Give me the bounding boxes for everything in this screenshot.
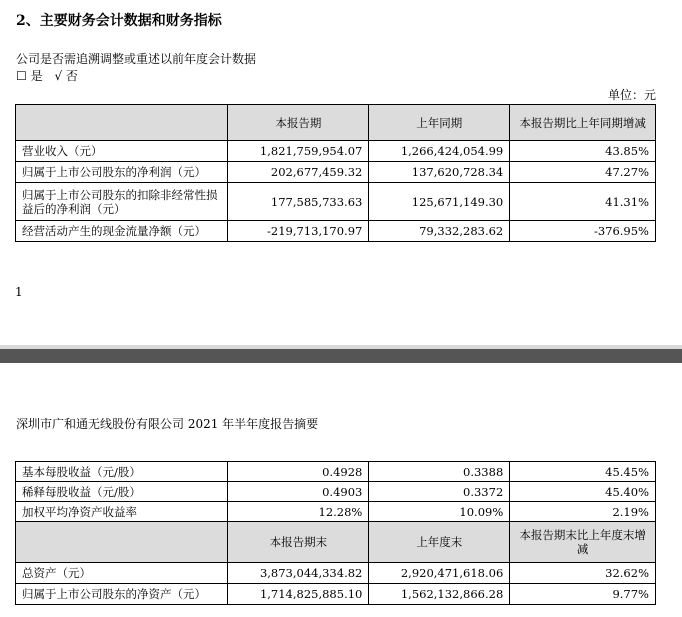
current-value: 177,585,733.63 — [228, 183, 369, 221]
page-divider — [0, 349, 682, 363]
checkmark-icon: √ — [54, 69, 63, 83]
header-cell: 上年度末 — [369, 522, 510, 563]
row-label: 营业收入（元） — [16, 141, 228, 162]
table-row — [16, 183, 656, 221]
change-value: 47.27% — [510, 162, 656, 183]
row-label: 归属于上市公司股东的净利润（元） — [16, 162, 228, 183]
table-row — [16, 462, 656, 482]
header-cell — [16, 105, 228, 141]
page-number: 1 — [15, 285, 23, 299]
prior-value: 79,332,283.62 — [369, 221, 510, 242]
prior-value: 125,671,149.30 — [369, 183, 510, 221]
header-cell: 本报告期末比上年度末增减 — [510, 522, 656, 563]
table-row — [16, 502, 656, 522]
retro-question: 公司是否需追溯调整或重述以前年度会计数据 — [16, 52, 257, 66]
no-option-label: 否 — [65, 69, 78, 83]
table-row — [16, 141, 656, 162]
current-value: 0.4903 — [228, 482, 369, 502]
table-row — [16, 482, 656, 502]
prior-value: 1,562,132,866.28 — [369, 584, 510, 605]
row-label: 基本每股收益（元/股） — [16, 462, 228, 482]
row-label: 总资产（元） — [16, 563, 228, 584]
change-value: 45.45% — [510, 462, 656, 482]
prior-value: 10.09% — [369, 502, 510, 522]
change-value: 43.85% — [510, 141, 656, 162]
current-value: 1,821,759,954.07 — [228, 141, 369, 162]
change-value: 32.62% — [510, 563, 656, 584]
financial-table-1 — [15, 104, 656, 242]
prior-value: 137,620,728.34 — [369, 162, 510, 183]
table-row — [16, 563, 656, 584]
current-value: 202,677,459.32 — [228, 162, 369, 183]
header-cell — [16, 522, 228, 563]
change-value: -376.95% — [510, 221, 656, 242]
current-value: 1,714,825,885.10 — [228, 584, 369, 605]
yes-checkbox-icon: ☐ — [16, 69, 27, 83]
row-label: 经营活动产生的现金流量净额（元） — [16, 221, 228, 242]
change-value: 45.40% — [510, 482, 656, 502]
prior-value: 2,920,471,618.06 — [369, 563, 510, 584]
retro-options — [16, 67, 78, 84]
yes-option-label: 是 — [30, 69, 43, 83]
current-value: 0.4928 — [228, 462, 369, 482]
change-value: 41.31% — [510, 183, 656, 221]
prior-value: 0.3372 — [369, 482, 510, 502]
row-label: 归属于上市公司股东的扣除非经常性损益后的净利润（元） — [16, 183, 228, 221]
financial-table-2 — [15, 461, 656, 605]
table-row — [16, 162, 656, 183]
row-label: 稀释每股收益（元/股） — [16, 482, 228, 502]
change-value: 2.19% — [510, 502, 656, 522]
prior-value: 1,266,424,054.99 — [369, 141, 510, 162]
table-header-row — [16, 105, 656, 141]
row-label: 归属于上市公司股东的净资产（元） — [16, 584, 228, 605]
table-row — [16, 584, 656, 605]
header-cell: 本报告期末 — [228, 522, 369, 563]
prior-value: 0.3388 — [369, 462, 510, 482]
header-cell: 本报告期 — [228, 105, 369, 141]
table-header-row — [16, 522, 656, 563]
unit-label: 单位：元 — [607, 88, 656, 102]
current-value: 12.28% — [228, 502, 369, 522]
current-value: 3,873,044,334.82 — [228, 563, 369, 584]
section-title: 2、主要财务会计数据和财务指标 — [16, 13, 222, 29]
company-header: 深圳市广和通无线股份有限公司 2021 年半年度报告摘要 — [16, 417, 319, 431]
current-value: -219,713,170.97 — [228, 221, 369, 242]
change-value: 9.77% — [510, 584, 656, 605]
table-row — [16, 221, 656, 242]
row-label: 加权平均净资产收益率 — [16, 502, 228, 522]
header-cell: 本报告期比上年同期增减 — [510, 105, 656, 141]
header-cell: 上年同期 — [369, 105, 510, 141]
